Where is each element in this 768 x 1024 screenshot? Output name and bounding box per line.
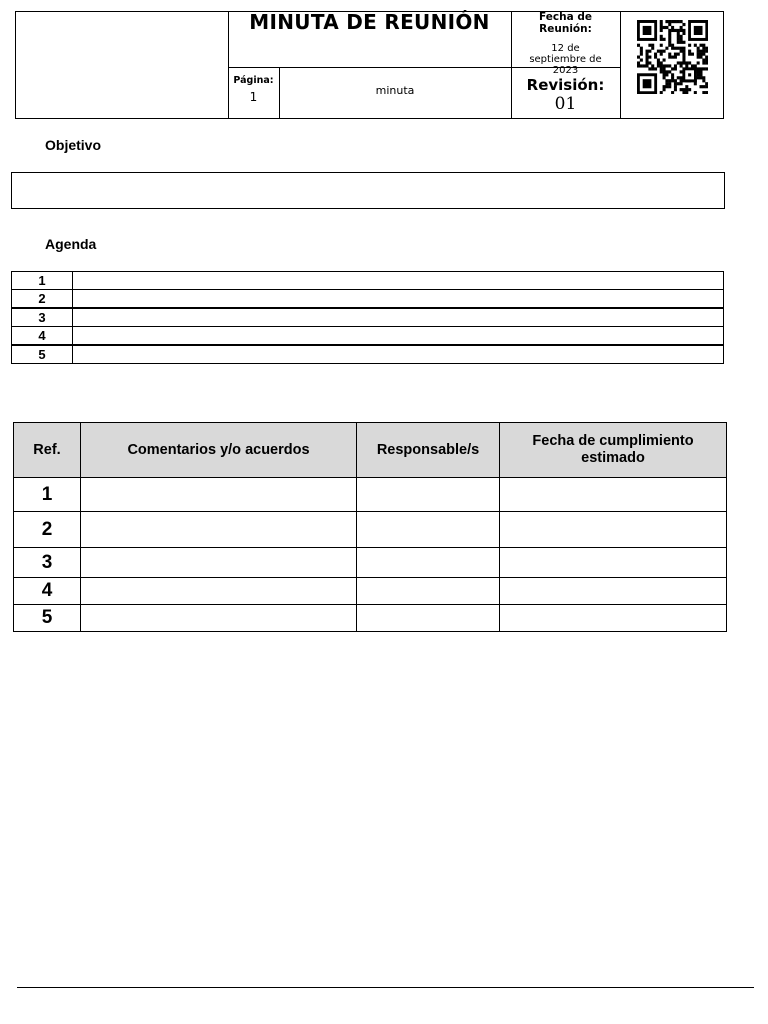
responsable-cell[interactable]: [357, 548, 500, 578]
agenda-item[interactable]: [11, 289, 724, 308]
responsable-cell[interactable]: [357, 512, 500, 548]
agenda-item-number: 1: [12, 272, 73, 289]
agenda-item[interactable]: [11, 308, 724, 327]
table-row: [14, 478, 727, 512]
fecha-value: 12 de septiembre de 2023: [529, 43, 602, 76]
agenda-item-number: 2: [12, 290, 73, 307]
doc-type-value: minuta: [375, 84, 415, 97]
comentario-cell[interactable]: [81, 512, 357, 548]
table-row: [14, 578, 727, 605]
revision-value: 01: [554, 94, 577, 114]
pagina-value: 1: [249, 90, 258, 104]
page-title: MINUTA DE REUNIÓN: [249, 10, 490, 34]
column-header-responsable: Responsable/s: [357, 423, 500, 478]
comments-table: [13, 422, 727, 632]
column-header-comentarios: Comentarios y/o acuerdos: [81, 423, 357, 478]
ref-cell: 2: [14, 512, 81, 548]
objetivo-title: Objetivo: [45, 137, 102, 153]
revision-label: Revisión:: [526, 76, 605, 94]
fecha-cell[interactable]: [500, 548, 727, 578]
pagina-label: Página:: [233, 75, 274, 86]
ref-cell: 1: [14, 478, 81, 512]
fecha-cell[interactable]: [500, 512, 727, 548]
comentario-cell[interactable]: [81, 578, 357, 605]
qr-code-icon: [637, 20, 708, 94]
agenda-item[interactable]: [11, 271, 724, 290]
responsable-cell[interactable]: [357, 605, 500, 632]
fecha-label: Fecha de Reunión:: [539, 11, 592, 35]
agenda-item-number: 3: [12, 309, 73, 326]
ref-cell: 4: [14, 578, 81, 605]
table-row: [14, 512, 727, 548]
column-header-ref: Ref.: [14, 423, 81, 478]
comentario-cell[interactable]: [81, 548, 357, 578]
column-header-fecha: Fecha de cumplimiento estimado: [500, 423, 727, 478]
ref-cell: 3: [14, 548, 81, 578]
table-row: [14, 605, 727, 632]
agenda-title: Agenda: [45, 236, 97, 252]
fecha-cell[interactable]: [500, 478, 727, 512]
objetivo-field[interactable]: [11, 172, 725, 209]
comentario-cell[interactable]: [81, 605, 357, 632]
footer-divider: [17, 987, 754, 988]
agenda-item[interactable]: [11, 326, 724, 345]
logo-cell: [15, 11, 229, 119]
agenda-item-number: 4: [12, 327, 73, 344]
agenda-item-number: 5: [12, 346, 73, 363]
comentario-cell[interactable]: [81, 478, 357, 512]
responsable-cell[interactable]: [357, 478, 500, 512]
fecha-cell[interactable]: [500, 605, 727, 632]
agenda-item[interactable]: [11, 345, 724, 364]
ref-cell: 5: [14, 605, 81, 632]
table-header-row: [14, 423, 727, 478]
table-row: [14, 548, 727, 578]
responsable-cell[interactable]: [357, 578, 500, 605]
fecha-cell[interactable]: [500, 578, 727, 605]
